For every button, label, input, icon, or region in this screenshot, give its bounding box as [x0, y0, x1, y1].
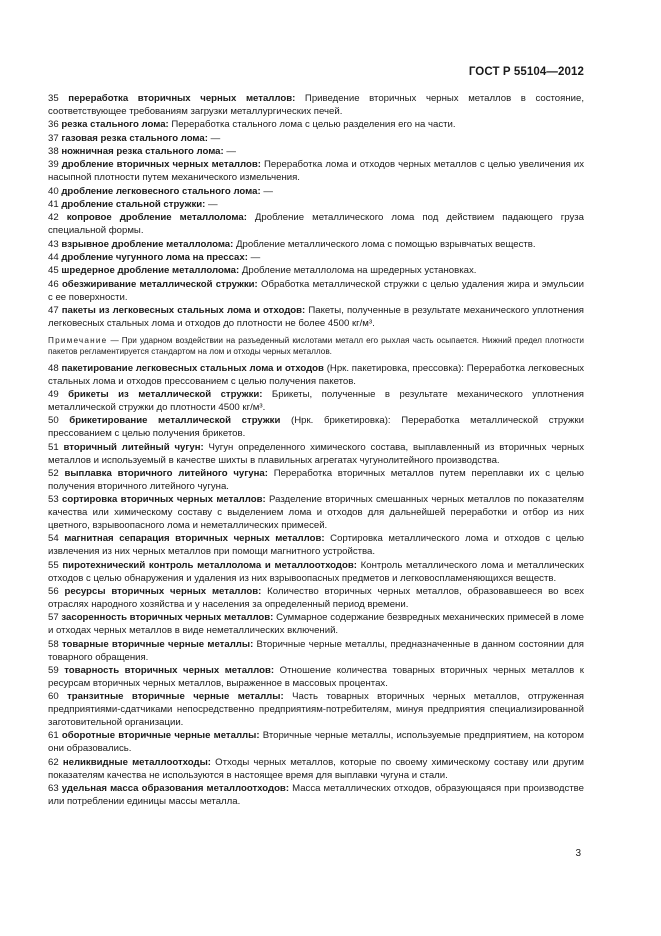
term-definition: Дробление металлического лома с помощью взрывчатых веществ. — [233, 238, 536, 250]
term-number: 50 — [48, 415, 59, 427]
note-text: — При ударном воздействии на разъеденный кислотами металл его рыхлая часть осыпается. Нижний предел плотности пакетов регламентируется стандартом на лом и отходы черных металлов. — [48, 335, 584, 357]
term-name: дробление легковесного стального лома: — [61, 185, 261, 197]
note — [48, 335, 584, 358]
term-name: брикетирование металлической стружки — [69, 415, 281, 427]
term-definition: (Нрк. брикетировка): Переработка металлической стружки прессованием с целью получения брикетов. — [48, 415, 584, 440]
term-number: 61 — [48, 730, 59, 742]
term-entry — [48, 468, 584, 494]
term-definition: — — [207, 132, 221, 144]
term-number: 51 — [48, 441, 59, 453]
term-entry — [48, 133, 584, 146]
term-entry — [48, 612, 584, 638]
term-definition: Брикеты, полученные в результате механического уплотнения металлической стружки до плотности 4500 кг/м³. — [48, 388, 585, 413]
term-number: 53 — [48, 494, 59, 506]
term-definition: Дробление металлолома на шредерных установках. — [239, 265, 477, 277]
term-entry — [48, 389, 584, 415]
term-definition: Суммарное содержание безвредных механических примесей в ломе и отходах черных металлов в виде неметаллических включений. — [48, 612, 585, 637]
term-number: 57 — [48, 612, 59, 624]
term-number: 46 — [48, 278, 59, 290]
term-definition: — — [247, 251, 261, 263]
term-entry — [48, 119, 584, 132]
term-name: пакетирование легковесных стальных лома и отходов — [61, 362, 324, 374]
term-number: 41 — [48, 198, 59, 210]
term-definition: Переработка вторичных металлов путем переплавки их с целью получения вторичного литейного чугуна. — [48, 467, 584, 492]
term-name: неликвидные металлоотходы: — [62, 756, 211, 768]
term-entry — [48, 93, 584, 119]
term-name: дробление стальной стружки: — [61, 198, 206, 210]
term-number: 43 — [48, 238, 59, 250]
term-definition: Отходы черных металлов, которые по своему химическому составу или другим показателям качества не используются в настоящее время для выплавки чугуна и стали. — [48, 756, 584, 781]
term-definition: — — [205, 198, 218, 210]
term-name: брикеты из металлической стружки: — [68, 388, 263, 400]
term-entry — [48, 560, 584, 586]
term-name: пакеты из легковесных стальных лома и отходов: — [61, 304, 306, 316]
term-number: 62 — [48, 756, 59, 768]
term-name: вторичный литейный чугун: — [63, 441, 204, 453]
term-name: обезжиривание металлической стружки: — [61, 278, 258, 290]
term-definition: Обработка металлической стружки с целью удаления жира и эмульсии с ее поверхности. — [48, 278, 584, 303]
term-entry — [48, 265, 584, 278]
term-definition: Контроль металлического лома и металлических отходов с целью обнаружения и удаления из них взрывоопасных предметов и легковоспламеняющихся веществ. — [48, 559, 584, 584]
term-entry — [48, 586, 584, 612]
term-number: 45 — [48, 265, 59, 277]
term-definition: (Нрк. пакетировка, прессовка): Переработка легковесных стальных лома и отходов прессованием с целью получения пакетов. — [48, 362, 585, 387]
term-name: транзитные вторичные черные металлы: — [67, 691, 284, 703]
term-entry — [48, 199, 584, 212]
term-definition: Дробление металлического лома под действием падающего груза специальной формы. — [48, 212, 584, 237]
term-definition: Переработка лома и отходов черных металлов с целью увеличения их насыпной плотности путем механического измельчения. — [48, 159, 585, 184]
term-entry — [48, 239, 584, 252]
term-entry — [48, 757, 584, 783]
term-name: оборотные вторичные черные металлы: — [61, 730, 260, 742]
term-name: резка стального лома: — [61, 119, 169, 131]
term-number: 38 — [48, 145, 59, 157]
term-number: 58 — [48, 638, 59, 650]
term-name: выплавка вторичного литейного чугуна: — [64, 467, 268, 479]
term-number: 59 — [48, 664, 59, 676]
term-entry — [48, 252, 584, 265]
term-number: 35 — [48, 93, 59, 104]
term-definition: — — [260, 185, 273, 197]
term-definition: Отношение количества товарных вторичных черных металлов к ресурсам вторичных черных металлов, выраженное в массовых процентах. — [48, 664, 584, 689]
term-entry — [48, 730, 584, 756]
term-name: ресурсы вторичных черных металлов: — [64, 585, 262, 597]
term-number: 63 — [48, 783, 59, 795]
term-number: 42 — [48, 212, 59, 224]
term-number: 56 — [48, 585, 59, 597]
term-name: товарные вторичные черные металлы: — [61, 638, 254, 650]
term-definition: Вторичные черные металлы, предназначенные в данном состоянии для товарного обращения. — [48, 638, 584, 663]
term-number: 39 — [48, 159, 59, 171]
term-entry — [48, 159, 584, 185]
term-number: 60 — [48, 691, 59, 703]
term-definition: Чугун определенного химического состава, выплавленный из вторичных черных металлов и используемый в качестве шихты в плавильных агрегатах чугунолитейного производства. — [48, 441, 584, 466]
term-definition: Количество вторичных черных металлов, образовавшееся во всех отраслях народного хозяйства и у населения за определенный период времени. — [48, 585, 584, 610]
term-definition: Вторичные черные металлы, используемые предприятием, на котором они образовались. — [48, 730, 584, 755]
term-definition: Разделение вторичных смешанных черных металлов по показателям качества или химическому составу с выделением лома и отходов для дальнейшей переработки и отбор из них цветного, взрывоопасного лома и неметаллических примесей. — [48, 494, 584, 532]
term-entry — [48, 691, 584, 730]
term-definition: Часть товарных вторичных черных металлов, отгруженная предприятиями-сдатчиками непосредственно предприятиям-потребителям, минуя предприятия специализированной заготовительной организации. — [48, 691, 585, 729]
terms-list-2 — [48, 363, 584, 809]
term-entry — [48, 533, 584, 559]
terms-content — [48, 93, 584, 809]
term-entry — [48, 639, 584, 665]
term-number: 48 — [48, 362, 59, 374]
term-number: 36 — [48, 119, 59, 131]
term-entry — [48, 442, 584, 468]
term-name: газовая резка стального лома: — [61, 132, 208, 144]
term-name: копровое дробление металлолома: — [66, 212, 247, 224]
term-entry — [48, 212, 584, 238]
term-definition: Сортировка металлического лома и отходов с целью извлечения из них черных металлов при помощи магнитного устройства. — [48, 533, 584, 558]
term-entry — [48, 186, 584, 199]
term-name: дробление вторичных черных металлов: — [61, 159, 261, 171]
term-entry — [48, 363, 584, 389]
terms-list-1 — [48, 93, 584, 331]
term-entry — [48, 783, 584, 809]
note-label: Примечание — [48, 335, 108, 345]
term-entry — [48, 305, 584, 331]
term-name: засоренность вторичных черных металлов: — [61, 612, 274, 624]
term-definition: Пакеты, полученные в результате механического уплотнения легковесных стальных лома и отходов до плотности не более 4500 кг/м³. — [48, 304, 584, 329]
term-name: сортировка вторичных черных металлов: — [62, 494, 266, 506]
term-name: дробление чугунного лома на прессах: — [61, 251, 248, 263]
standard-designation: ГОСТ Р 55104—2012 — [468, 66, 584, 78]
term-name: магнитная сепарация вторичных черных металлов: — [64, 533, 325, 545]
term-entry — [48, 665, 584, 691]
term-definition: Приведение вторичных черных металлов в состояние, соответствующее требованиям загрузки металлургических печей. — [48, 93, 584, 117]
term-name: товарность вторичных черных металлов: — [64, 664, 275, 676]
page-number: 3 — [575, 848, 581, 859]
term-name: пиротехнический контроль металлолома и металлоотходов: — [62, 559, 357, 571]
term-number: 54 — [48, 533, 59, 545]
term-entry — [48, 415, 584, 441]
term-entry — [48, 494, 584, 533]
term-entry — [48, 279, 584, 305]
term-name: удельная масса образования металлоотходов: — [61, 783, 290, 795]
term-number: 49 — [48, 388, 59, 400]
term-number: 52 — [48, 467, 59, 479]
term-number: 55 — [48, 559, 59, 571]
term-definition: Масса металлических отходов, образующаяся при производстве или потреблении единицы массы металла. — [48, 783, 585, 807]
term-number: 37 — [48, 132, 59, 144]
term-number: 40 — [48, 185, 59, 197]
term-name: переработка вторичных черных металлов: — [68, 93, 296, 104]
term-definition: — — [223, 145, 236, 157]
term-definition: Переработка стального лома с целью разделения его на части. — [168, 119, 456, 131]
term-entry — [48, 146, 584, 159]
term-number: 47 — [48, 304, 59, 316]
term-name: взрывное дробление металлолома: — [61, 238, 234, 250]
term-name: шредерное дробление металлолома: — [61, 265, 240, 277]
term-name: ножничная резка стального лома: — [61, 145, 224, 157]
term-number: 44 — [48, 251, 59, 263]
